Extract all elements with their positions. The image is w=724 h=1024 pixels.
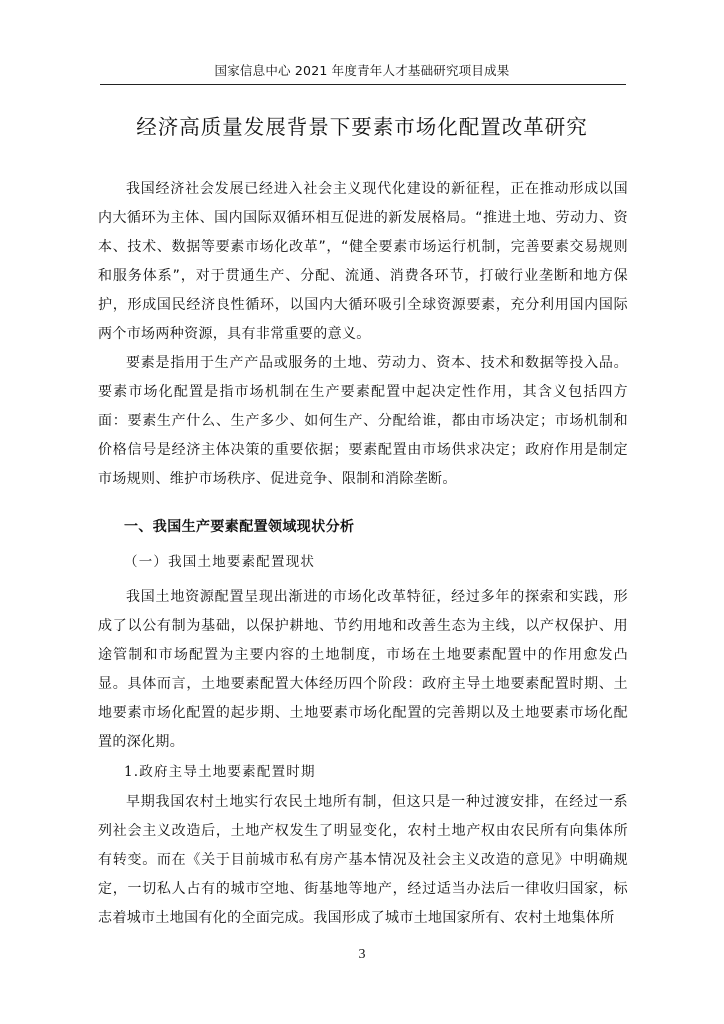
item-heading: 1.政府主导土地要素配置时期	[124, 764, 316, 780]
intro-paragraph-2: 要素是指用于生产产品或服务的土地、劳动力、资本、技术和数据等投入品。要素市场化配置是指市场机制在生产要素配置中起决定性作用，其含义包括四方面：要素生产什么、生产多少、如何生产、分配给谁，都由市场决定；市场机制和价格信号是经济主体决策的重要依据；要素配置由市场供求决定；政府作用是制定市场规则、维护市场秩序、促进竞争、限制和消除垄断。	[98, 355, 628, 487]
subsection-heading: （一）我国土地要素配置现状	[124, 554, 316, 570]
intro-paragraph-1: 我国经济社会发展已经进入社会主义现代化建设的新征程，正在推动形成以国内大循环为主体、国内国际双循环相互促进的新发展格局。“推进土地、劳动力、资本、技术、数据等要素市场化改革”，“健全要素市场运行机制，完善要素交易规则和服务体系”，对于贯通生产、分配、流通、消费各环节，打破行业垄断和地方保护，形成国民经济良性循环，以国内大循环吸引全球资源要素，充分利用国内国际两个市场两种资源，具有非常重要的意义。	[98, 181, 628, 342]
section-heading: 一、我国生产要素配置领域现状分析	[124, 519, 355, 535]
running-header: 国家信息中心 2021 年度青年人才基础研究项目成果	[214, 63, 510, 78]
header-divider	[100, 84, 626, 85]
body-paragraph-land: 我国土地资源配置呈现出渐进的市场化改革特征，经过多年的探索和实践，形成了以公有制为基础，以保护耕地、节约用地和改善生态为主线，以产权保护、用途管制和市场配置为主要内容的土地制度，市场在土地要素配置中的作用愈发凸显。具体而言，土地要素配置大体经历四个阶段：政府主导土地要素配置时期、土地要素市场化配置的起步期、土地要素市场化配置的完善期以及土地要素市场化配置的深化期。	[98, 589, 628, 750]
page-title: 经济高质量发展背景下要素市场化配置改革研究	[136, 115, 588, 139]
body-paragraph-period: 早期我国农村土地实行农民土地所有制，但这只是一种过渡安排，在经过一系列社会主义改造后，土地产权发生了明显变化，农村土地产权由农民所有向集体所有转变。而在《关于目前城市私有房产基本情况及社会主义改造的意见》中明确规定，一切私人占有的城市空地、街基地等地产，经过适当办法后一律收归国家，标志着城市土地国有化的全面完成。我国形成了城市土地国家所有、农村土地集体所	[98, 794, 628, 926]
page-number: 3	[358, 947, 366, 962]
